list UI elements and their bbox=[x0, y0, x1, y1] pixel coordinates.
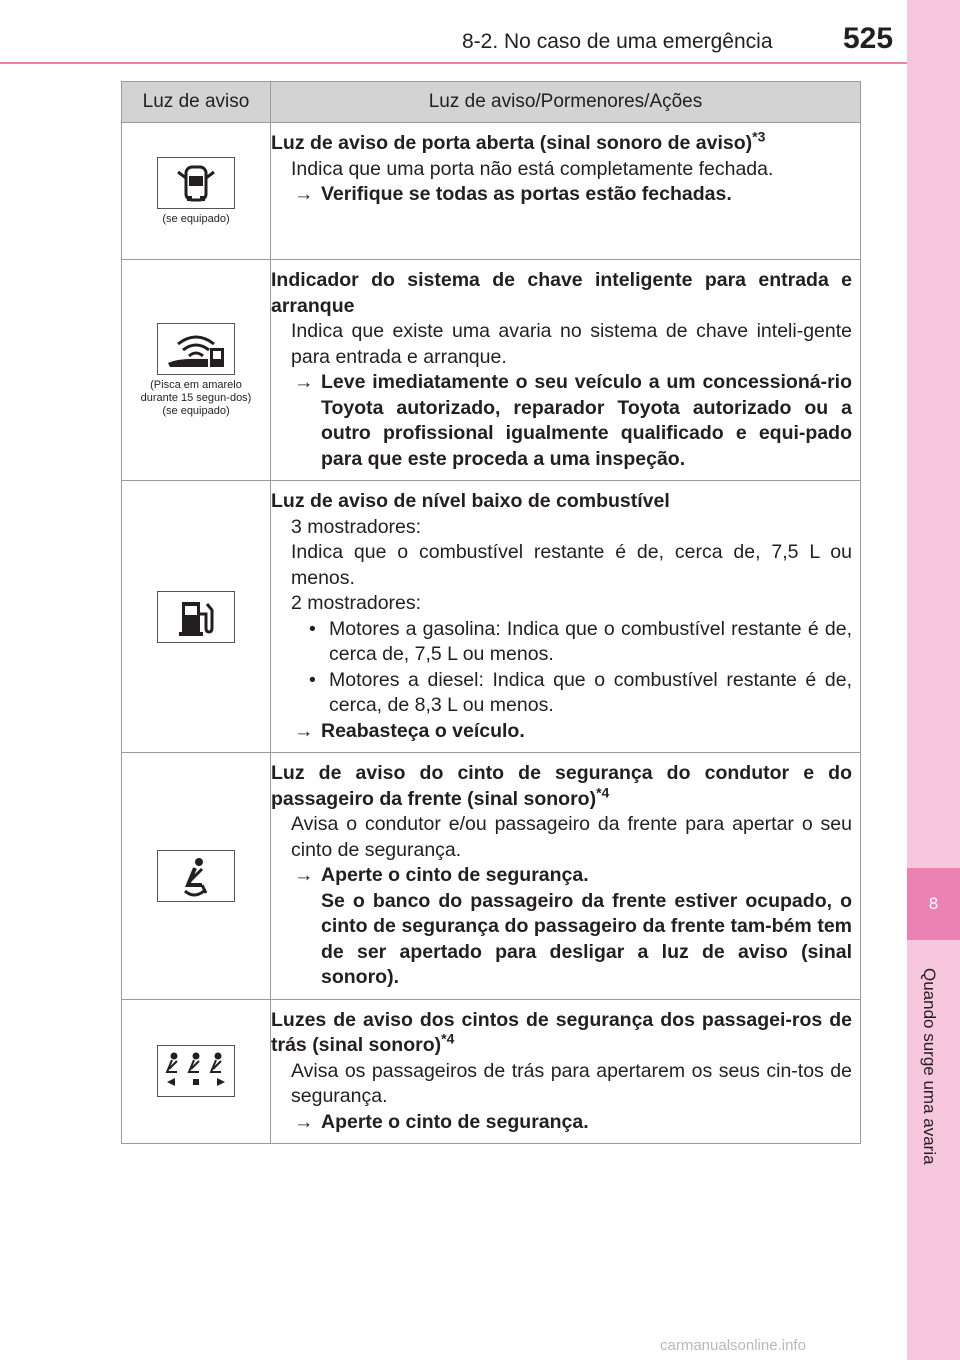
warning-description: Indica que uma porta não está completamente fechada. bbox=[291, 157, 774, 180]
icon-cell bbox=[122, 481, 271, 753]
warning-description: Avisa os passageiros de trás para apertarem os seus cin-tos de segurança. bbox=[291, 1059, 852, 1107]
warning-description: Indica que existe uma avaria no sistema de chave inteli-gente para entrada e arranque. bbox=[291, 320, 852, 368]
page-number: 525 bbox=[843, 22, 894, 55]
door-open-warning-icon bbox=[157, 157, 235, 209]
warning-action: → Aperte o cinto de segurança. bbox=[294, 864, 589, 886]
col-header-details: Luz de aviso/Pormenores/Ações bbox=[271, 82, 861, 123]
warning-title: Luz de aviso de nível baixo de combustível bbox=[271, 490, 670, 512]
details-cell bbox=[271, 481, 861, 753]
details-cell bbox=[271, 123, 861, 260]
icon-cell bbox=[122, 260, 271, 481]
warning-title: Luz de aviso do cinto de segurança do condutor e do passageiro da frente (sinal sonoro)$^{*4}$ bbox=[271, 762, 852, 810]
equipped-note: (se equipado) bbox=[162, 212, 230, 225]
icon-cell bbox=[122, 753, 271, 1000]
watermark: carmanualsonline.info bbox=[660, 1337, 806, 1354]
warning-title: Luz de aviso de porta aberta (sinal sonoro de aviso)$^{*3}$ bbox=[271, 128, 766, 154]
table-row bbox=[122, 999, 861, 1144]
list-item: • Motores a gasolina: Indica que o combustível restante é de, cerca de, 7,5 L ou menos. bbox=[309, 617, 852, 665]
flash-note: (Pisca em amarelo durante 15 segun-dos) (se equipado) bbox=[140, 378, 252, 417]
seatbelt-icon bbox=[157, 850, 235, 902]
list-item: • Motores a diesel: Indica que o combustível restante é de, cerca, de 8,3 L ou menos. bbox=[309, 668, 852, 716]
warning-action: → Verifique se todas as portas estão fechadas. bbox=[294, 183, 732, 205]
header-rule bbox=[0, 62, 907, 64]
icon-cell bbox=[122, 999, 271, 1144]
table-row bbox=[122, 123, 861, 260]
icon-cell bbox=[122, 123, 271, 260]
smart-key-icon bbox=[157, 323, 235, 375]
section-title: 8-2. No caso de uma emergência bbox=[462, 30, 773, 53]
table-header-row bbox=[122, 82, 861, 123]
warning-action: → Aperte o cinto de segurança. bbox=[294, 1110, 589, 1133]
warning-title: Luzes de aviso dos cintos de segurança dos passagei-ros de trás (sinal sonoro)$^{*4}$ bbox=[271, 1008, 852, 1056]
chapter-number: 8 bbox=[928, 894, 939, 913]
chapter-tab[interactable] bbox=[907, 868, 960, 940]
table-row bbox=[122, 260, 861, 481]
warning-action-detail: Se o banco do passageiro da frente estiver ocupado, o cinto de segurança do passageiro da frente tam-bém tem de ser apertado para desligar a luz de aviso (sinal sonoro). bbox=[321, 889, 852, 988]
details-cell bbox=[271, 999, 861, 1144]
details-cell bbox=[271, 753, 861, 1000]
fuel-pump-icon bbox=[157, 591, 235, 643]
warning-action: → Leve imediatamente o seu veículo a um concessioná-rio Toyota autorizado, reparador Toyota autorizado ou a outro profissional igualmente qualificado e equi-pado para que este proceda a uma inspeção. bbox=[294, 371, 852, 470]
table-row bbox=[122, 753, 861, 1000]
chapter-title: Quando surge uma avaria bbox=[920, 968, 939, 1165]
rear-seatbelts-icon bbox=[157, 1045, 235, 1097]
warning-lights-table bbox=[121, 81, 861, 1144]
displays-3-label: 3 mostradores: bbox=[291, 515, 422, 538]
table-row bbox=[122, 481, 861, 753]
warning-action: → Reabasteça o veículo. bbox=[294, 719, 525, 742]
warning-title: Indicador do sistema de chave inteligente para entrada e arranque bbox=[271, 269, 852, 317]
details-cell bbox=[271, 260, 861, 481]
warning-description: Avisa o condutor e/ou passageiro da frente para apertar o seu cinto de segurança. bbox=[291, 813, 852, 861]
col-header-warning-light: Luz de aviso bbox=[122, 82, 271, 123]
displays-3-text: Indica que o combustível restante é de, cerca de, 7,5 L ou menos. bbox=[291, 541, 852, 589]
displays-2-label: 2 mostradores: bbox=[291, 592, 422, 614]
